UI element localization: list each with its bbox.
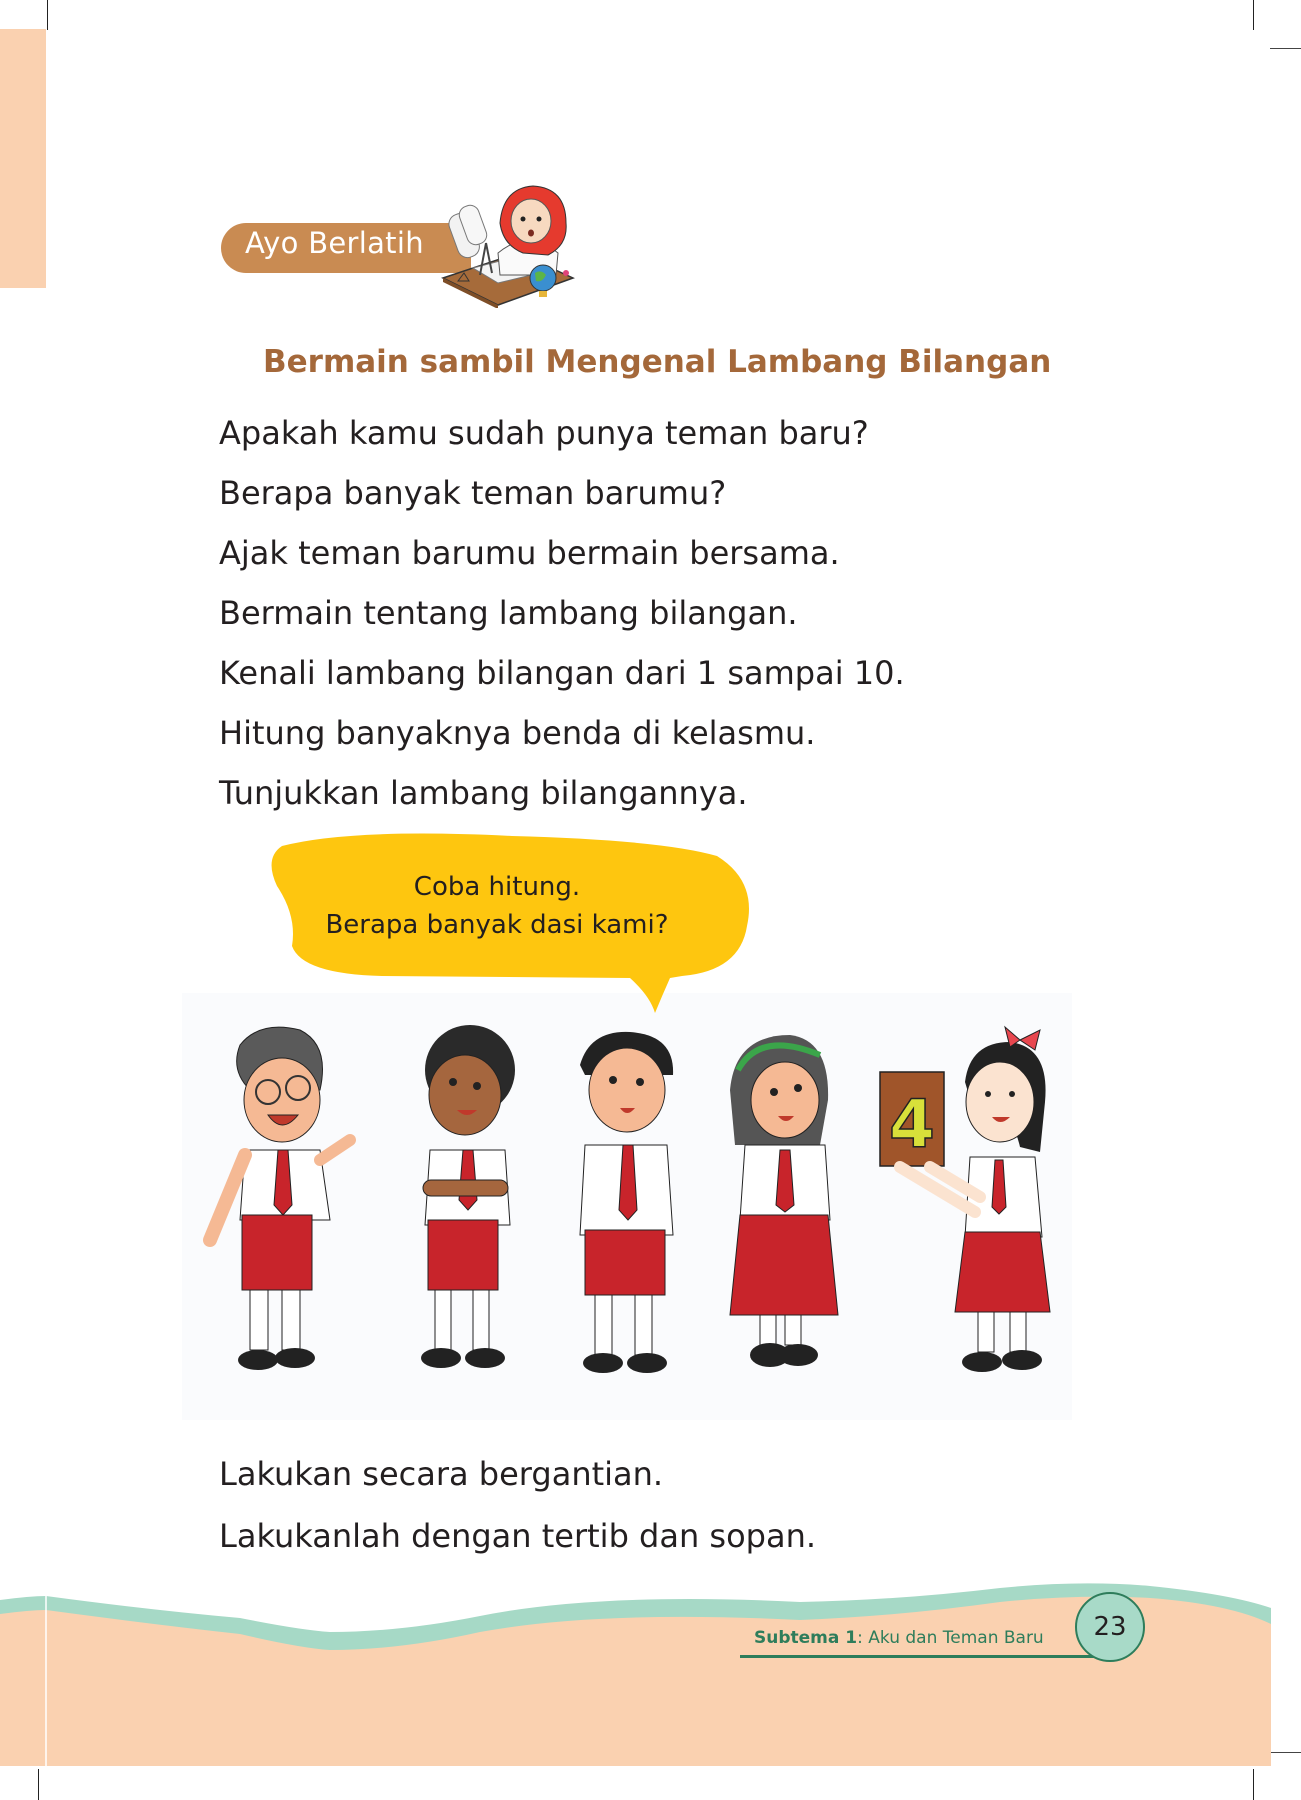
- instruction-line: Hitung banyaknya benda di kelasmu.: [219, 714, 816, 752]
- student-girl-bow-icon: [870, 1022, 1070, 1397]
- crop-mark-top-left: [47, 0, 48, 30]
- speech-line-2: Berapa banyak dasi kami?: [325, 910, 669, 940]
- footer-subtheme-bold: Subtema 1: [754, 1628, 858, 1648]
- side-color-strip: [0, 29, 46, 288]
- speech-line-1: Coba hitung.: [413, 872, 581, 902]
- closing-line: Lakukanlah dengan tertib dan sopan.: [219, 1517, 817, 1555]
- closing-line: Lakukan secara bergantian.: [219, 1455, 664, 1493]
- instruction-list: [219, 403, 905, 823]
- student-boy-glasses-icon: [190, 1020, 370, 1395]
- footer-underline: [740, 1655, 1100, 1658]
- instruction-line: Bermain tentang lambang bilangan.: [219, 594, 798, 632]
- crop-mark-top-right-h: [1270, 48, 1301, 49]
- student-boy-curly-icon: [395, 1020, 535, 1395]
- crop-mark-top-right: [1253, 0, 1254, 30]
- page-number: 23: [1075, 1592, 1145, 1662]
- student-girl-headband-icon: [710, 1030, 860, 1395]
- speech-bubble-text: [262, 868, 732, 944]
- student-boy-short-hair-icon: [555, 1020, 695, 1395]
- instruction-line: Ajak teman barumu bermain bersama.: [219, 534, 840, 572]
- footer-subtheme-title: : Aku dan Teman Baru: [857, 1628, 1044, 1648]
- instruction-line: Tunjukkan lambang bilangannya.: [219, 774, 748, 812]
- instruction-line: Kenali lambang bilangan dari 1 sampai 10.: [219, 654, 905, 692]
- instruction-line: Apakah kamu sudah punya teman baru?: [219, 414, 869, 452]
- number-card-digit: 4: [889, 1086, 935, 1163]
- section-badge-label: Ayo Berlatih: [245, 226, 424, 260]
- closing-instructions: [219, 1443, 816, 1567]
- activity-title: Bermain sambil Mengenal Lambang Bilangan: [263, 344, 1052, 380]
- girl-studying-icon: [438, 183, 578, 308]
- footer-subtheme: [754, 1628, 1044, 1648]
- instruction-line: Berapa banyak teman barumu?: [219, 474, 727, 512]
